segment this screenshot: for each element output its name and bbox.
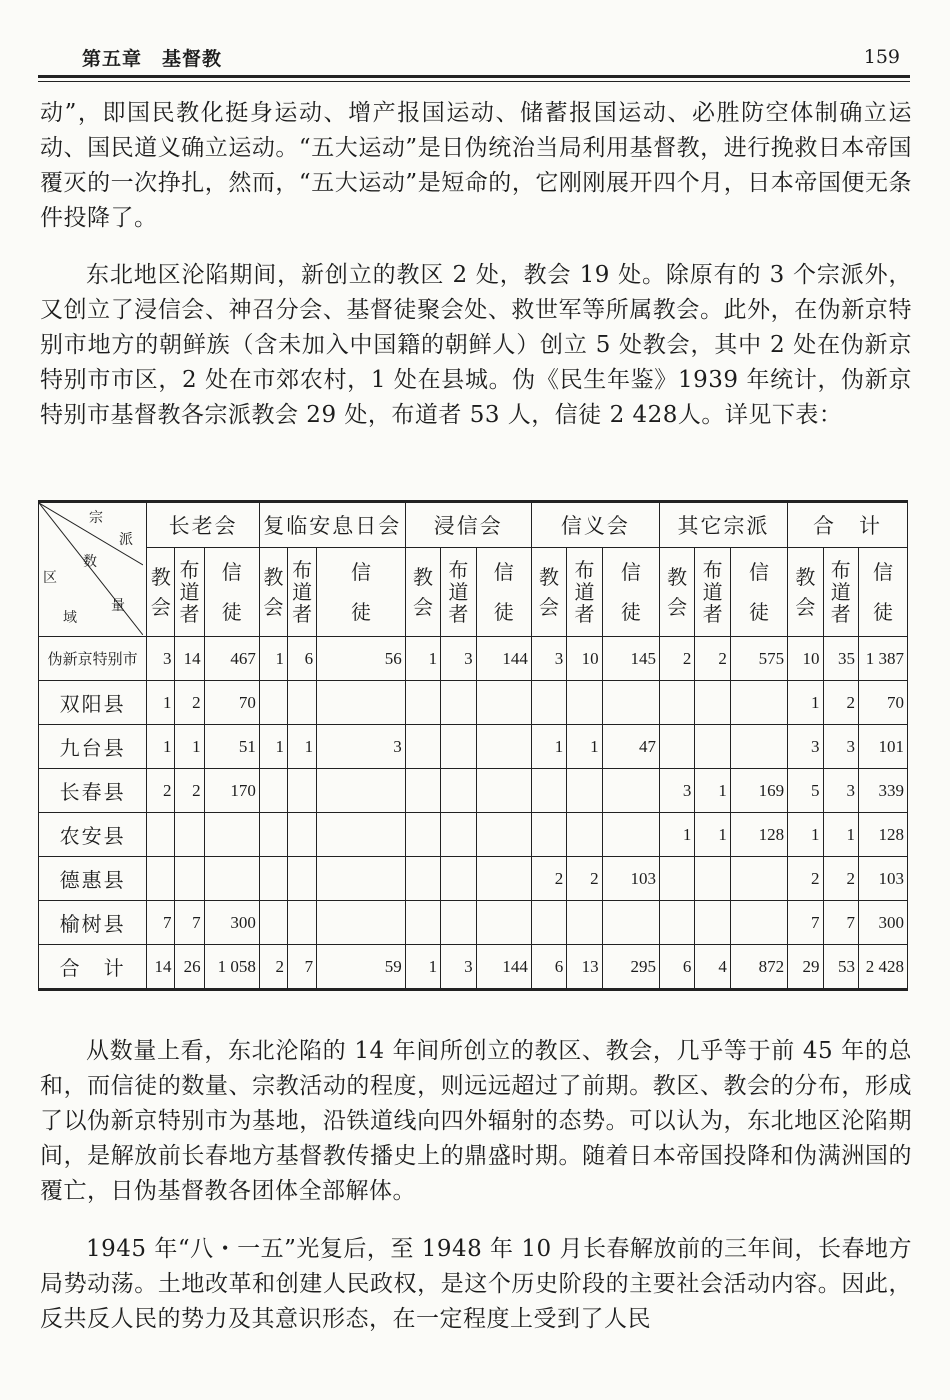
subheader-char: 会 bbox=[263, 595, 284, 619]
subheader-char: 布 bbox=[574, 558, 595, 582]
value-cell: 3 bbox=[823, 769, 858, 813]
value-cell bbox=[659, 901, 694, 945]
value-cell: 128 bbox=[730, 813, 787, 857]
page-number: 159 bbox=[863, 46, 900, 68]
value-cell bbox=[441, 901, 476, 945]
subheader-char: 徒 bbox=[872, 600, 893, 624]
value-cell bbox=[567, 769, 602, 813]
subheader-believers bbox=[602, 548, 659, 637]
group-header: 其它宗派 bbox=[659, 502, 787, 548]
corner-label: 域 bbox=[63, 610, 77, 626]
region-cell: 农安县 bbox=[39, 813, 147, 857]
value-cell: 3 bbox=[659, 769, 694, 813]
value-cell bbox=[476, 813, 531, 857]
value-cell: 51 bbox=[204, 725, 259, 769]
value-cell bbox=[531, 681, 566, 725]
subheader-char: 教 bbox=[263, 565, 284, 589]
value-cell: 7 bbox=[788, 901, 823, 945]
value-cell bbox=[288, 857, 317, 901]
value-cell bbox=[567, 681, 602, 725]
subheader-preachers bbox=[823, 548, 858, 637]
subheader-char: 信 bbox=[620, 560, 641, 584]
value-cell: 14 bbox=[175, 637, 204, 681]
value-cell bbox=[659, 681, 694, 725]
value-cell: 2 bbox=[147, 769, 175, 813]
value-cell bbox=[317, 813, 406, 857]
value-cell bbox=[730, 901, 787, 945]
corner-label: 数 bbox=[83, 554, 97, 570]
value-cell: 2 bbox=[567, 857, 602, 901]
subheader-char: 布 bbox=[448, 558, 469, 582]
value-cell bbox=[730, 681, 787, 725]
page-header bbox=[38, 44, 910, 72]
value-cell: 13 bbox=[567, 945, 602, 990]
value-cell bbox=[317, 857, 406, 901]
value-cell bbox=[288, 901, 317, 945]
subheader-preachers bbox=[288, 548, 317, 637]
value-cell bbox=[476, 769, 531, 813]
subheader-char: 教 bbox=[539, 565, 560, 589]
region-cell: 伪新京特别市 bbox=[39, 637, 147, 681]
table-corner-header bbox=[39, 502, 147, 637]
value-cell: 7 bbox=[823, 901, 858, 945]
corner-label: 量 bbox=[111, 598, 125, 614]
value-cell: 2 bbox=[531, 857, 566, 901]
subheader-believers bbox=[476, 548, 531, 637]
subheader-char: 教 bbox=[412, 565, 433, 589]
value-cell bbox=[695, 901, 730, 945]
value-cell: 2 bbox=[788, 857, 823, 901]
value-cell: 295 bbox=[602, 945, 659, 990]
table-row bbox=[39, 813, 908, 857]
value-cell bbox=[695, 857, 730, 901]
value-cell bbox=[317, 681, 406, 725]
corner-label: 区 bbox=[43, 570, 57, 586]
value-cell bbox=[259, 901, 287, 945]
value-cell: 1 bbox=[788, 813, 823, 857]
value-cell bbox=[476, 681, 531, 725]
value-cell bbox=[531, 901, 566, 945]
subheader-churches bbox=[659, 548, 694, 637]
value-cell: 101 bbox=[858, 725, 907, 769]
value-cell: 7 bbox=[147, 901, 175, 945]
value-cell bbox=[441, 813, 476, 857]
subheader-char: 道 bbox=[292, 580, 313, 604]
value-cell: 6 bbox=[288, 637, 317, 681]
subheader-char: 者 bbox=[179, 602, 200, 626]
value-cell: 170 bbox=[204, 769, 259, 813]
subheader-churches bbox=[259, 548, 287, 637]
value-cell bbox=[695, 725, 730, 769]
value-cell: 5 bbox=[788, 769, 823, 813]
value-cell: 7 bbox=[175, 901, 204, 945]
table-row bbox=[39, 901, 908, 945]
group-header: 浸信会 bbox=[405, 502, 531, 548]
subheader-char: 教 bbox=[150, 565, 171, 589]
value-cell bbox=[405, 813, 440, 857]
subheader-char: 徒 bbox=[221, 600, 242, 624]
value-cell bbox=[317, 769, 406, 813]
value-cell: 1 bbox=[259, 725, 287, 769]
value-cell: 26 bbox=[175, 945, 204, 990]
value-cell: 339 bbox=[858, 769, 907, 813]
subheader-char: 道 bbox=[702, 580, 723, 604]
value-cell: 6 bbox=[531, 945, 566, 990]
value-cell: 1 bbox=[405, 637, 440, 681]
value-cell: 3 bbox=[147, 637, 175, 681]
value-cell bbox=[441, 681, 476, 725]
value-cell: 2 bbox=[175, 681, 204, 725]
header-rule-thin bbox=[38, 81, 910, 82]
subheader-char: 信 bbox=[221, 560, 242, 584]
value-cell: 467 bbox=[204, 637, 259, 681]
paragraph: 从数量上看，东北沦陷的 14 年间所创立的教区、教会，几乎等于前 45 年的总和，而信徒的数量、宗教活动的程度，则远远超过了前期。教区、教会的分布，形成了以伪新京特别市为基地，沿铁道线向四外辐射的态势。可以认为，东北地区沦陷期间，是解放前长春地方基督教传播史上的鼎盛时期。随着日本帝国投降和伪满洲国的覆亡，日伪基督教各团体全部解体。 bbox=[40, 1038, 912, 1204]
header-rule bbox=[38, 75, 910, 78]
value-cell bbox=[476, 857, 531, 901]
value-cell bbox=[531, 813, 566, 857]
value-cell bbox=[204, 813, 259, 857]
value-cell: 872 bbox=[730, 945, 787, 990]
subheader-preachers bbox=[567, 548, 602, 637]
subheader-char: 道 bbox=[179, 580, 200, 604]
subheader-char: 会 bbox=[667, 595, 688, 619]
value-cell: 3 bbox=[788, 725, 823, 769]
subheader-char: 布 bbox=[830, 558, 851, 582]
value-cell bbox=[259, 813, 287, 857]
value-cell bbox=[147, 813, 175, 857]
value-cell bbox=[175, 857, 204, 901]
region-cell: 德惠县 bbox=[39, 857, 147, 901]
value-cell bbox=[175, 813, 204, 857]
value-cell: 3 bbox=[317, 725, 406, 769]
value-cell: 2 bbox=[695, 637, 730, 681]
paragraph: 动”，即国民教化挺身运动、增产报国运动、储蓄报国运动、必胜防空体制确立运动、国民道义确立运动。“五大运动”是日伪统治当局利用基督教，进行挽救日本帝国覆灭的一次挣扎，然而，“五大运动”是短命的，它刚刚展开四个月，日本帝国便无条件投降了。 bbox=[40, 100, 912, 231]
subheader-churches bbox=[147, 548, 175, 637]
value-cell: 7 bbox=[288, 945, 317, 990]
table-row bbox=[39, 857, 908, 901]
corner-label: 派 bbox=[119, 532, 133, 548]
value-cell bbox=[602, 813, 659, 857]
value-cell: 56 bbox=[317, 637, 406, 681]
value-cell: 2 bbox=[259, 945, 287, 990]
group-header: 长老会 bbox=[147, 502, 260, 548]
value-cell: 1 bbox=[175, 725, 204, 769]
value-cell bbox=[659, 725, 694, 769]
group-header: 合 计 bbox=[788, 502, 908, 548]
value-cell: 3 bbox=[441, 945, 476, 990]
subheader-believers bbox=[858, 548, 907, 637]
subheader-believers bbox=[204, 548, 259, 637]
corner-label: 宗 bbox=[89, 510, 103, 526]
value-cell bbox=[531, 769, 566, 813]
value-cell: 10 bbox=[788, 637, 823, 681]
subheader-churches bbox=[531, 548, 566, 637]
value-cell: 1 387 bbox=[858, 637, 907, 681]
value-cell: 2 bbox=[659, 637, 694, 681]
value-cell: 300 bbox=[858, 901, 907, 945]
value-cell: 3 bbox=[531, 637, 566, 681]
value-cell: 6 bbox=[659, 945, 694, 990]
value-cell bbox=[317, 901, 406, 945]
value-cell: 2 428 bbox=[858, 945, 907, 990]
value-cell: 1 bbox=[788, 681, 823, 725]
subheader-char: 布 bbox=[292, 558, 313, 582]
value-cell bbox=[147, 857, 175, 901]
value-cell: 1 bbox=[288, 725, 317, 769]
value-cell: 128 bbox=[858, 813, 907, 857]
value-cell: 3 bbox=[441, 637, 476, 681]
region-cell: 榆树县 bbox=[39, 901, 147, 945]
value-cell: 1 bbox=[567, 725, 602, 769]
value-cell bbox=[476, 725, 531, 769]
subheader-char: 道 bbox=[574, 580, 595, 604]
group-header: 复临安息日会 bbox=[259, 502, 405, 548]
subheader-char: 者 bbox=[574, 602, 595, 626]
value-cell: 3 bbox=[823, 725, 858, 769]
value-cell: 169 bbox=[730, 769, 787, 813]
subheader-char: 布 bbox=[702, 558, 723, 582]
table-row bbox=[39, 681, 908, 725]
chapter-title: 第五章 基督教 bbox=[82, 48, 223, 70]
value-cell bbox=[259, 857, 287, 901]
subheader-char: 道 bbox=[448, 580, 469, 604]
value-cell bbox=[602, 769, 659, 813]
subheader-char: 会 bbox=[150, 595, 171, 619]
value-cell: 14 bbox=[147, 945, 175, 990]
value-cell: 145 bbox=[602, 637, 659, 681]
value-cell bbox=[476, 901, 531, 945]
sub-header-row bbox=[39, 548, 908, 637]
region-cell: 双阳县 bbox=[39, 681, 147, 725]
value-cell bbox=[259, 681, 287, 725]
value-cell: 103 bbox=[858, 857, 907, 901]
value-cell: 1 bbox=[823, 813, 858, 857]
value-cell bbox=[602, 681, 659, 725]
subheader-char: 道 bbox=[830, 580, 851, 604]
value-cell bbox=[441, 769, 476, 813]
value-cell: 1 bbox=[695, 813, 730, 857]
value-cell: 1 058 bbox=[204, 945, 259, 990]
table-row bbox=[39, 637, 908, 681]
value-cell: 10 bbox=[567, 637, 602, 681]
value-cell bbox=[288, 769, 317, 813]
value-cell bbox=[730, 857, 787, 901]
subheader-char: 会 bbox=[795, 595, 816, 619]
value-cell: 575 bbox=[730, 637, 787, 681]
subheader-char: 者 bbox=[830, 602, 851, 626]
value-cell bbox=[405, 901, 440, 945]
value-cell bbox=[405, 857, 440, 901]
value-cell: 1 bbox=[695, 769, 730, 813]
statistics-table bbox=[38, 500, 908, 991]
value-cell: 47 bbox=[602, 725, 659, 769]
value-cell bbox=[405, 681, 440, 725]
value-cell bbox=[405, 725, 440, 769]
subheader-char: 徒 bbox=[748, 600, 769, 624]
value-cell: 70 bbox=[204, 681, 259, 725]
value-cell: 2 bbox=[823, 681, 858, 725]
region-cell: 九台县 bbox=[39, 725, 147, 769]
subheader-believers bbox=[317, 548, 406, 637]
value-cell: 103 bbox=[602, 857, 659, 901]
subheader-char: 会 bbox=[539, 595, 560, 619]
subheader-char: 信 bbox=[350, 560, 371, 584]
subheader-char: 者 bbox=[702, 602, 723, 626]
value-cell bbox=[288, 813, 317, 857]
subheader-churches bbox=[405, 548, 440, 637]
value-cell bbox=[659, 857, 694, 901]
region-cell: 合 计 bbox=[39, 945, 147, 990]
table-row bbox=[39, 725, 908, 769]
subheader-char: 者 bbox=[292, 602, 313, 626]
value-cell bbox=[567, 901, 602, 945]
subheader-char: 信 bbox=[493, 560, 514, 584]
value-cell: 35 bbox=[823, 637, 858, 681]
subheader-char: 教 bbox=[795, 565, 816, 589]
subheader-char: 者 bbox=[448, 602, 469, 626]
value-cell: 70 bbox=[858, 681, 907, 725]
paragraph: 东北地区沦陷期间，新创立的教区 2 处，教会 19 处。除原有的 3 个宗派外，又创立了浸信会、神召分会、基督徒聚会处、救世军等所属教会。此外，在伪新京特别市地方的朝鲜族（含未加入中国籍的朝鲜人）创立 5 处教会，其中 2 处在伪新京特别市市区，2 处在市郊农村，1 处在县城。伪《民生年鉴》1939 年统计，伪新京特别市基督教各宗派教会 29 处，布道者 53 人，信徒 2 428人。详见下表： bbox=[40, 262, 912, 428]
value-cell: 2 bbox=[823, 857, 858, 901]
subheader-believers bbox=[730, 548, 787, 637]
subheader-char: 徒 bbox=[350, 600, 371, 624]
value-cell bbox=[204, 857, 259, 901]
table-row bbox=[39, 769, 908, 813]
group-header: 信义会 bbox=[531, 502, 659, 548]
value-cell: 4 bbox=[695, 945, 730, 990]
value-cell bbox=[441, 857, 476, 901]
value-cell: 1 bbox=[259, 637, 287, 681]
subheader-preachers bbox=[695, 548, 730, 637]
subheader-preachers bbox=[175, 548, 204, 637]
subheader-char: 会 bbox=[412, 595, 433, 619]
subheader-char: 徒 bbox=[493, 600, 514, 624]
value-cell: 53 bbox=[823, 945, 858, 990]
value-cell: 29 bbox=[788, 945, 823, 990]
value-cell: 144 bbox=[476, 945, 531, 990]
value-cell: 1 bbox=[405, 945, 440, 990]
value-cell: 1 bbox=[659, 813, 694, 857]
value-cell bbox=[441, 725, 476, 769]
value-cell bbox=[695, 681, 730, 725]
value-cell bbox=[567, 813, 602, 857]
subheader-preachers bbox=[441, 548, 476, 637]
value-cell bbox=[288, 681, 317, 725]
region-cell: 长春县 bbox=[39, 769, 147, 813]
subheader-churches bbox=[788, 548, 823, 637]
subheader-char: 信 bbox=[748, 560, 769, 584]
value-cell: 59 bbox=[317, 945, 406, 990]
value-cell: 300 bbox=[204, 901, 259, 945]
value-cell: 1 bbox=[147, 681, 175, 725]
subheader-char: 信 bbox=[872, 560, 893, 584]
value-cell: 2 bbox=[175, 769, 204, 813]
paragraph: 1945 年“八・一五”光复后，至 1948 年 10 月长春解放前的三年间，长春地方局势动荡。土地改革和创建人民政权，是这个历史阶段的主要社会活动内容。因此，反共反人民的势力及其意识形态，在一定程度上受到了人民 bbox=[40, 1236, 912, 1332]
value-cell bbox=[259, 769, 287, 813]
value-cell bbox=[405, 769, 440, 813]
subheader-char: 徒 bbox=[620, 600, 641, 624]
value-cell bbox=[730, 725, 787, 769]
value-cell: 144 bbox=[476, 637, 531, 681]
table-row bbox=[39, 945, 908, 990]
value-cell bbox=[602, 901, 659, 945]
subheader-char: 布 bbox=[179, 558, 200, 582]
value-cell: 1 bbox=[147, 725, 175, 769]
value-cell: 1 bbox=[531, 725, 566, 769]
subheader-char: 教 bbox=[667, 565, 688, 589]
